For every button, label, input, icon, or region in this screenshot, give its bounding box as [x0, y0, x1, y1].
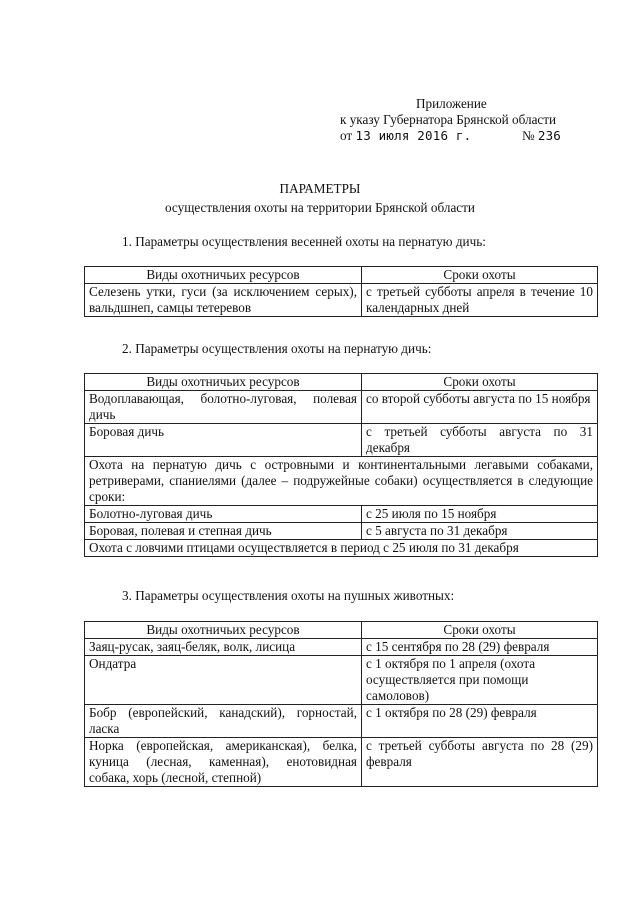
appendix-date-line: [340, 128, 600, 144]
species-cell: Заяц-русак, заяц-беляк, волк, лисица: [85, 639, 362, 656]
dates-cell: с 5 августа по 31 декабря: [362, 523, 598, 540]
species-cell: Болотно-луговая дичь: [85, 506, 362, 523]
table-header-row: [85, 622, 598, 639]
table-row: [85, 705, 598, 738]
species-cell: Ондатра: [85, 656, 362, 705]
section-1-table: [84, 266, 598, 317]
dates-cell: с 15 сентября по 28 (29) февраля: [362, 639, 598, 656]
section-3-table: [84, 621, 598, 787]
species-cell: Водоплавающая, болотно-луговая, полевая дичь: [85, 391, 362, 424]
dates-cell: с третьей субботы августа по 31 декабря: [362, 424, 598, 457]
table-row: [85, 506, 598, 523]
species-cell: Селезень утки, гуси (за исключением серых), вальдшнеп, самцы тетеревов: [85, 284, 362, 317]
table-header-row: [85, 374, 598, 391]
column-header-dates: Сроки охоты: [362, 622, 598, 639]
species-cell: Норка (европейская, американская), белка, куница (лесная, каменная), енотовидная собака, хорь (лесной, степной): [85, 738, 362, 787]
table-row: [85, 738, 598, 787]
column-header-dates: Сроки охоты: [362, 374, 598, 391]
page-subtitle: осуществления охоты на территории Брянской области: [165, 200, 475, 215]
gundog-note-cell: Охота на пернатую дичь с островными и континентальными легавыми собаками, ретриверами, спаниелями (далее – подружейные собаки) осуществляется в следующие сроки:: [85, 457, 598, 506]
column-header-species: Виды охотничьих ресурсов: [85, 267, 362, 284]
column-header-species: Виды охотничьих ресурсов: [85, 374, 362, 391]
species-cell: Бобр (европейский, канадский), горностай, ласка: [85, 705, 362, 738]
column-header-species: Виды охотничьих ресурсов: [85, 622, 362, 639]
dates-cell: со второй субботы августа по 15 ноября: [362, 391, 598, 424]
dates-cell: с третьей субботы апреля в течение 10 календарных дней: [362, 284, 598, 317]
falconry-note-cell: Охота с ловчими птицами осуществляется в период с 25 июля по 31 декабря: [85, 540, 598, 557]
species-cell: Боровая, полевая и степная дичь: [85, 523, 362, 540]
table-row: [85, 523, 598, 540]
appendix-date: 13 июля 2016 г.: [355, 128, 472, 143]
dates-cell: с 1 октября по 28 (29) февраля: [362, 705, 598, 738]
table-span-row: [85, 540, 598, 557]
section-2-heading: 2. Параметры осуществления охоты на пернатую дичь:: [122, 341, 432, 356]
section-3-heading: 3. Параметры осуществления охоты на пушных животных:: [122, 588, 455, 603]
table-row: [85, 639, 598, 656]
appendix-decree: к указу Губернатора Брянской области: [340, 112, 557, 127]
appendix-date-prefix: от: [340, 128, 353, 143]
table-row: [85, 656, 598, 705]
table-row: [85, 424, 598, 457]
page-title: ПАРАМЕТРЫ: [279, 181, 361, 196]
appendix-number-sign: №: [521, 128, 535, 143]
section-1-heading: 1. Параметры осуществления весенней охоты на пернатую дичь:: [122, 234, 486, 249]
table-header-row: [85, 267, 598, 284]
column-header-dates: Сроки охоты: [362, 267, 598, 284]
appendix-block: [340, 96, 600, 144]
table-span-row: [85, 457, 598, 506]
appendix-title: Приложение: [416, 96, 487, 111]
dates-cell: с 1 октября по 1 апреля (охота осуществляется при помощи самоловов): [362, 656, 598, 705]
dates-cell: с третьей субботы августа по 28 (29) февраля: [362, 738, 598, 787]
species-cell: Боровая дичь: [85, 424, 362, 457]
appendix-number: 236: [537, 128, 562, 143]
table-row: [85, 391, 598, 424]
section-2-table: [84, 373, 598, 557]
dates-cell: с 25 июля по 15 ноября: [362, 506, 598, 523]
table-row: [85, 284, 598, 317]
